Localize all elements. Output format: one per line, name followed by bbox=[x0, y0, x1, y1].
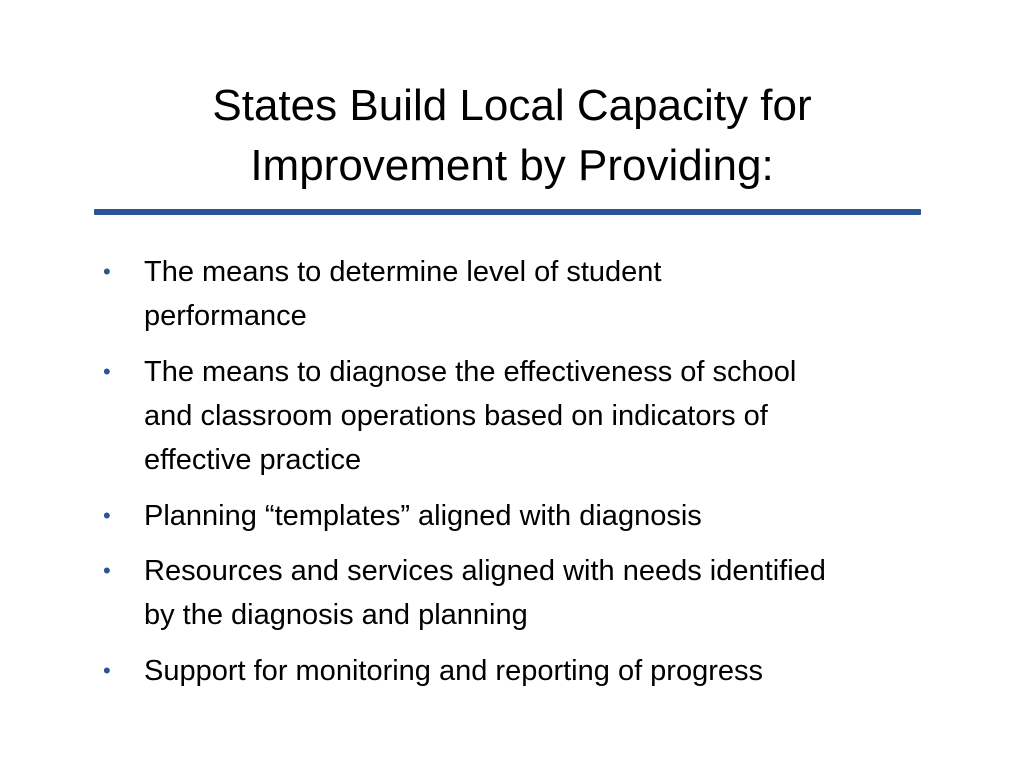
bullet-dot-icon: • bbox=[103, 558, 111, 583]
bullet-text bbox=[144, 549, 983, 637]
bullet-text bbox=[144, 494, 983, 538]
bullet-line: effective practice bbox=[144, 444, 362, 476]
slide-title-line-2: Improvement by Providing: bbox=[250, 141, 774, 190]
bullet-line: Support for monitoring and reporting of progress bbox=[144, 655, 764, 687]
bullet-item-planning-templates bbox=[103, 494, 983, 538]
bullet-line: The means to diagnose the effectiveness of school bbox=[144, 356, 797, 388]
slide-title bbox=[94, 76, 930, 196]
bullet-text bbox=[144, 649, 983, 693]
bullet-line: and classroom operations based on indicators of bbox=[144, 400, 768, 432]
bullet-line: Resources and services aligned with needs identified bbox=[144, 555, 826, 587]
bullet-text bbox=[144, 350, 983, 482]
bullet-item-resources-services bbox=[103, 549, 983, 637]
bullet-dot-icon: • bbox=[103, 658, 111, 683]
bullet-item-student-performance bbox=[103, 250, 983, 338]
bullet-line: The means to determine level of student bbox=[144, 256, 662, 288]
bullet-list bbox=[103, 250, 983, 705]
bullet-line: performance bbox=[144, 300, 307, 332]
bullet-item-diagnose-effectiveness bbox=[103, 350, 983, 482]
bullet-text bbox=[144, 250, 983, 338]
title-underline-divider bbox=[94, 209, 921, 215]
slide-title-line-1: States Build Local Capacity for bbox=[212, 81, 812, 130]
bullet-line: by the diagnosis and planning bbox=[144, 599, 528, 631]
bullet-dot-icon: • bbox=[103, 359, 111, 384]
bullet-dot-icon: • bbox=[103, 259, 111, 284]
bullet-line: Planning “templates” aligned with diagnosis bbox=[144, 500, 702, 532]
bullet-item-monitoring-reporting bbox=[103, 649, 983, 693]
bullet-dot-icon: • bbox=[103, 503, 111, 528]
